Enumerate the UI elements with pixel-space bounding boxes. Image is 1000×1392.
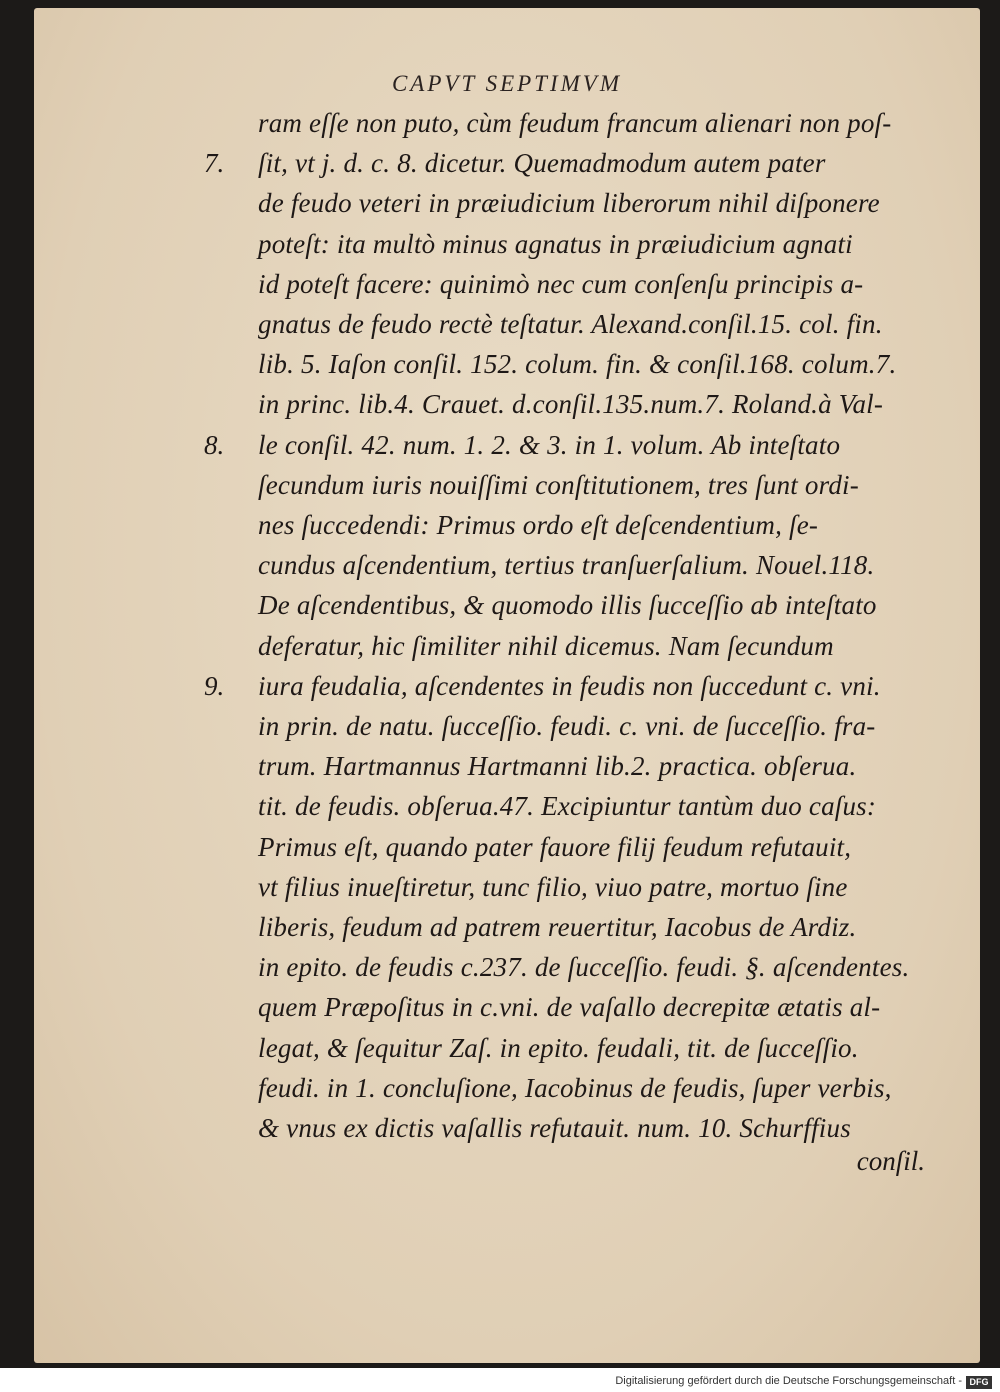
text-line: Primus eſt, quando pater fauore filij feudum refutauit, (258, 831, 852, 862)
dfg-logo: DFG (966, 1376, 992, 1389)
text-line: deferatur, hic ſimiliter nihil dicemus. Nam ſecundum (258, 630, 834, 661)
text-line: ſit, vt j. d. c. 8. dicetur. Quemadmodum autem pater (258, 148, 826, 179)
margin-number: 7. (204, 148, 225, 179)
text-line: cundus aſcendentium, tertius tranſuerſalium. Nouel.118. (258, 550, 875, 581)
text-line: in epito. de feudis c.237. de ſucceſſio. feudi. §. aſcendentes. (258, 952, 910, 983)
text-line: & vnus ex dictis vaſallis refutauit. num. 10. Schurffius (258, 1113, 851, 1143)
text-line: tit. de feudis. obſerua.47. Excipiuntur tantùm duo caſus: (258, 791, 877, 822)
footer-credit: Digitalisierung gefördert durch die Deutsche Forschungsgemeinschaft - (615, 1375, 962, 1387)
text-line: feudi. in 1. concluſione, Iacobinus de feudis, ſuper verbis, (258, 1072, 892, 1103)
text-line: id poteſt facere: quinimò nec cum conſenſu principis a- (258, 268, 864, 299)
text-line: quem Præpoſitus in c.vni. de vaſallo decrepitæ ætatis al- (258, 992, 881, 1023)
text-line: gnatus de feudo rectè teſtatur. Alexand.conſil.15. col. fin. (258, 309, 883, 339)
text-line: trum. Hartmannus Hartmanni lib.2. practica. obſerua. (258, 751, 857, 782)
text-line: in prin. de natu. ſucceſſio. feudi. c. vni. de ſucceſſio. fra- (258, 711, 876, 741)
footer-bar (0, 1372, 1000, 1392)
text-line: legat, & ſequitur Zaſ. in epito. feudali, tit. de ſucceſſio. (258, 1032, 859, 1063)
text-line: ſecundum iuris nouiſſimi conſtitutionem, tres ſunt ordi- (258, 469, 859, 500)
running-header: CAPVT SEPTIMVM (391, 71, 623, 96)
text-line: de feudo veteri in præiudicium liberorum nihil diſponere (258, 188, 880, 219)
text-line: De aſcendentibus, & quomodo illis ſucceſſio ab inteſtato (258, 590, 877, 621)
text-line: ram eſſe non puto, cùm feudum francum alienari non poſ- (258, 108, 892, 138)
text-line: le conſil. 42. num. 1. 2. & 3. in 1. volum. Ab inteſtato (258, 429, 841, 460)
text-line: lib. 5. Iaſon conſil. 152. colum. fin. & conſil.168. colum.7. (258, 349, 897, 380)
text-line: poteſt: ita multò minus agnatus in præiudicium agnati (258, 228, 853, 259)
book-page (34, 8, 980, 1363)
text-line: liberis, feudum ad patrem reuertitur, Iacobus de Ardiz. (258, 912, 857, 942)
text-line: nes ſuccedendi: Primus ordo eſt deſcendentium, ſe- (258, 510, 819, 540)
margin-number: 9. (204, 670, 225, 701)
text-line: iura feudalia, aſcendentes in feudis non ſuccedunt c. vni. (258, 670, 881, 701)
margin-number: 8. (204, 429, 225, 460)
text-line: vt filius inueſtiretur, tunc filio, viuo patre, mortuo ſine (258, 871, 848, 902)
catchword: conſil. (856, 1146, 925, 1176)
text-line: in princ. lib.4. Crauet. d.conſil.135.num.7. Roland.à Val- (258, 389, 884, 420)
